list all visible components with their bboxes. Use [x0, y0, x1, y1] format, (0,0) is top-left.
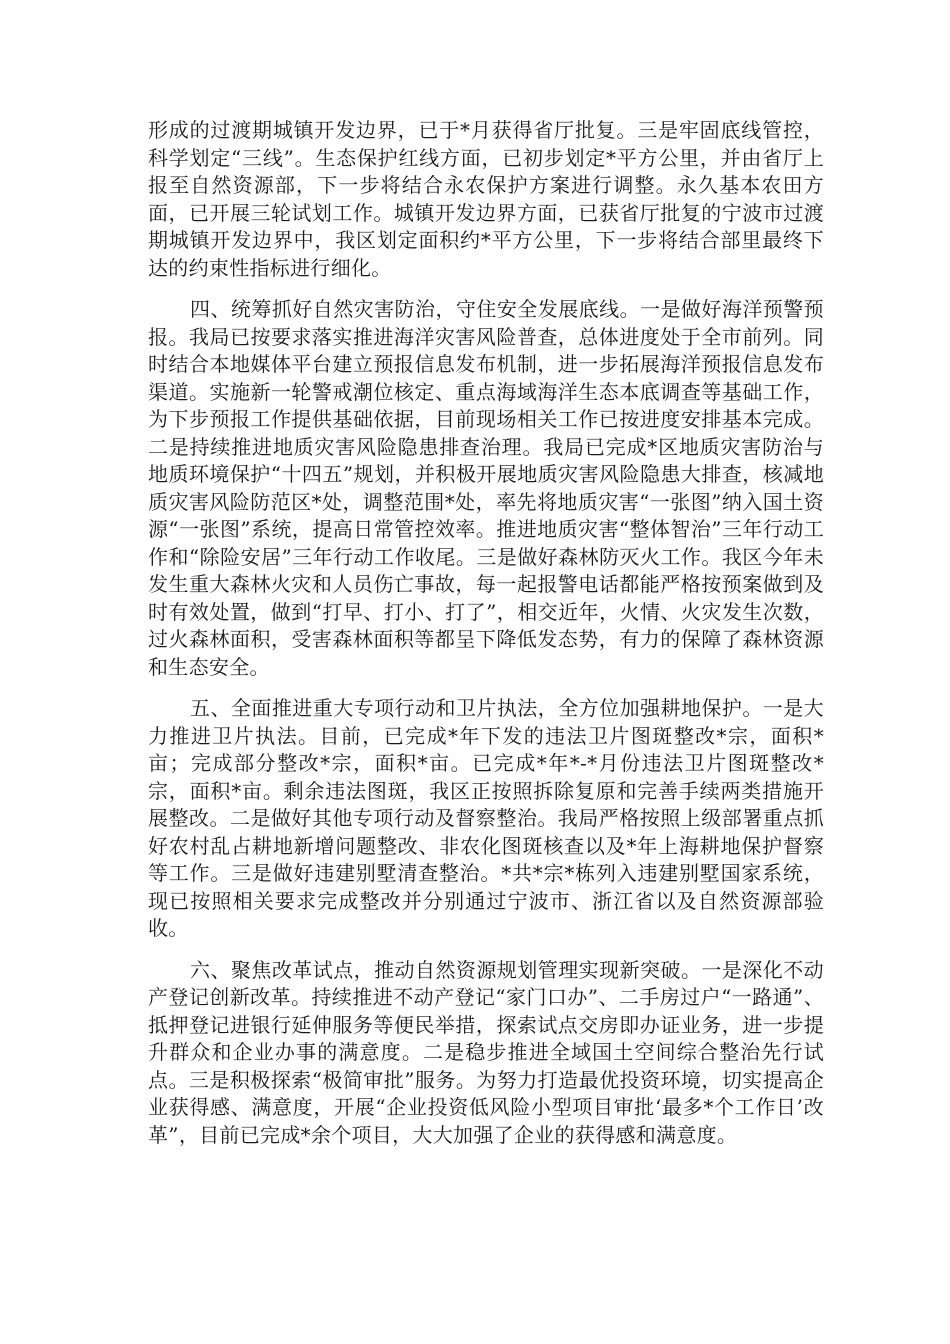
paragraph-section-six: 六、聚焦改革试点，推动自然资源规划管理实现新突破。一是深化不动产登记创新改革。持续推进不动产登记“家门口办”、二手房过户“一路通”、抵押登记进银行延伸服务等便民举措，探索试点交房即办证业务，进一步提升群众和企业办事的满意度。二是稳步推进全域国土空间综合整治先行试点。三是积极探索“极简审批”服务。为努力打造最优投资环境，切实提高企业获得感、满意度，开展“企业投资低风险小型项目审批‘最多*个工作日’改革”，目前已完成*余个项目，大大加强了企业的获得感和满意度。: [148, 957, 824, 1147]
paragraph-continuation: 形成的过渡期城镇开发边界，已于*月获得省厅批复。三是牢固底线管控，科学划定“三线”。生态保护红线方面，已初步划定*平方公里，并由省厅上报至自然资源部，下一步将结合永农保护方案进行调整。永久基本农田方面，已开展三轮试划工作。城镇开发边界方面，已获省厅批复的宁波市过渡期城镇开发边界中，我区划定面积约*平方公里，下一步将结合部里最终下达的约束性指标进行细化。: [148, 118, 824, 280]
paragraph-section-four: 四、统筹抓好自然灾害防治，守住安全发展底线。一是做好海洋预警预报。我局已按要求落实推进海洋灾害风险普查，总体进度处于全市前列。同时结合本地媒体平台建立预报信息发布机制，进一步拓展海洋预报信息发布渠道。实施新一轮警戒潮位核定、重点海域海洋生态本底调查等基础工作，为下步预报工作提供基础依据，目前现场相关工作已按进度安排基本完成。二是持续推进地质灾害风险隐患排查治理。我局已完成*区地质灾害防治与地质环境保护“十四五”规划，并积极开展地质灾害风险隐患大排查，核减地质灾害风险防范区*处，调整范围*处，率先将地质灾害“一张图”纳入国土资源“一张图”系统，提高日常管控效率。推进地质灾害“整体智治”三年行动工作和“除险安居”三年行动工作收尾。三是做好森林防灭火工作。我区今年未发生重大森林火灾和人员伤亡事故，每一起报警电话都能严格按预案做到及时有效处置，做到“打早、打小、打了”，相交近年，火情、火灾发生次数，过火森林面积，受害森林面积等都呈下降低发态势，有力的保障了森林资源和生态安全。: [148, 297, 824, 679]
document-body: [148, 117, 824, 1163]
paragraph-section-five: 五、全面推进重大专项行动和卫片执法，全方位加强耕地保护。一是大力推进卫片执法。目前，已完成*年下发的违法卫片图斑整改*宗，面积*亩；完成部分整改*宗，面积*亩。已完成*年*-*月份违法卫片图斑整改*宗，面积*亩。剩余违法图斑，我区正按照拆除复原和完善手续两类措施开展整改。二是做好其他专项行动及督察整治。我局严格按照上级部署重点抓好农村乱占耕地新增问题整改、非农化图斑核查以及*年上海耕地保护督察等工作。三是做好违建别墅清查整治。*共*宗*栋列入违建别墅国家系统，现已按照相关要求完成整改并分别通过宁波市、浙江省以及自然资源部验收。: [148, 696, 824, 940]
